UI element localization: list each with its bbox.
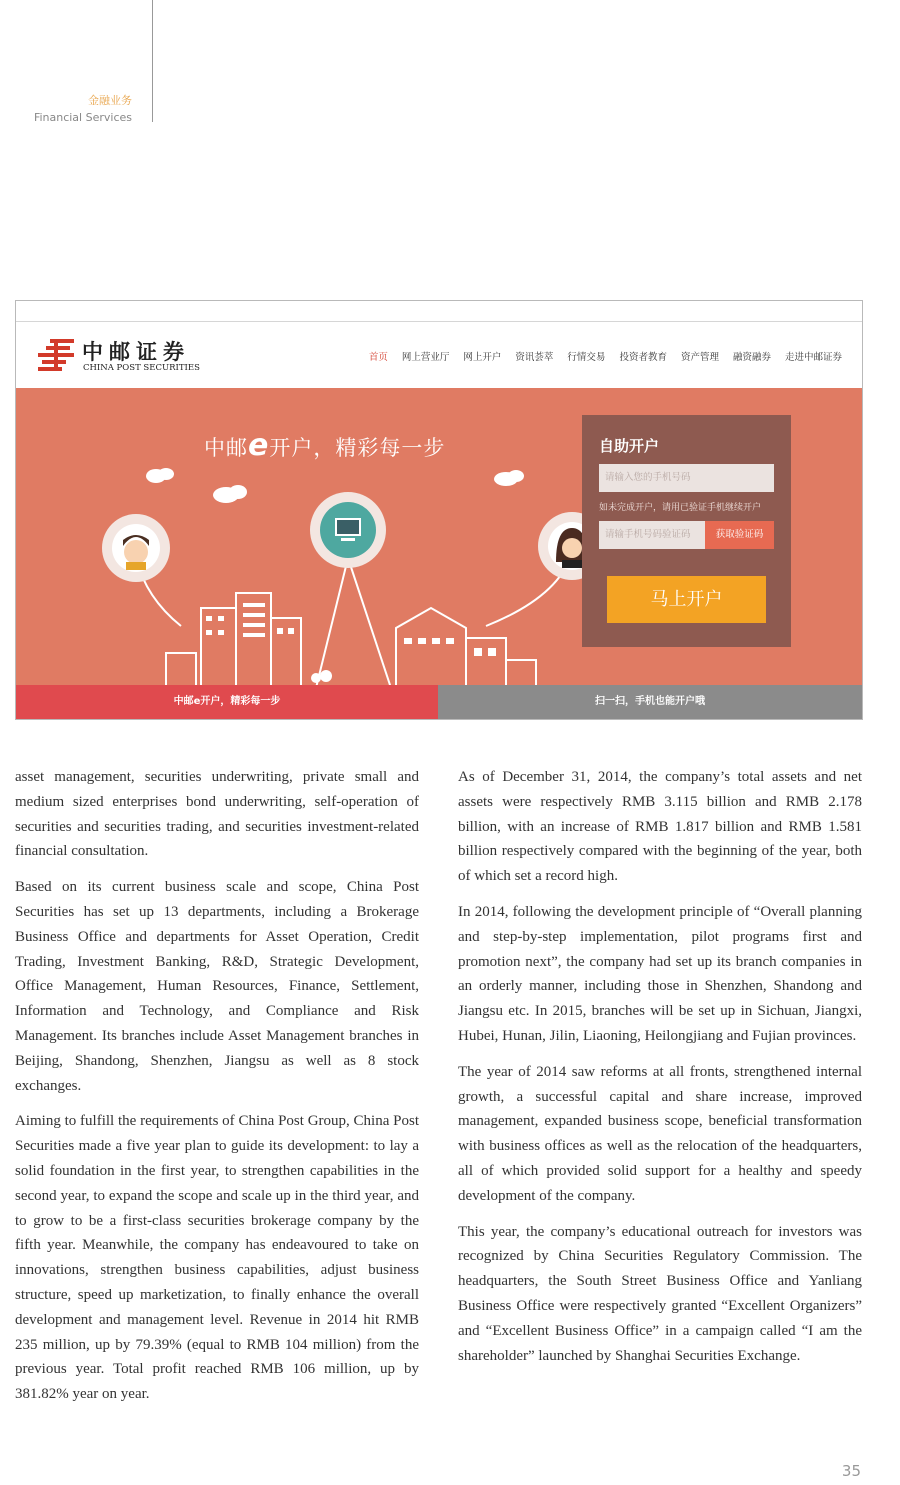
- logo-text-en: CHINA POST SECURITIES: [83, 363, 200, 373]
- header-divider: [152, 0, 153, 122]
- nav-item-about[interactable]: 走进中邮证券: [784, 352, 842, 363]
- website-screenshot: [15, 300, 863, 720]
- nav-item-investor-education[interactable]: 投资者教育: [619, 352, 667, 363]
- paragraph: In 2014, following the development principle of “Overall planning and step-by-step implementation, pilot programs first and promotion next”, the company had set up its branch companies in an orderly manner, including those in Shenzhen, Shandong and Jiangsu etc. In 2015, branches will be set up in Sichuan, Jiangxi, Hubei, Hunan, Jilin, Liaoning, Heilongjiang and Fujian provinces.: [458, 903, 862, 1044]
- form-title: 自助开户: [599, 437, 660, 455]
- paragraph: Based on its current business scale and scope, China Post Securities has set up 13 departments, including a Brokerage Business Office and departments for Asset Operation, Credit Trading, Investment Banking, R&D, Strategic Development, Office Management, Human Resources, Finance, Settlement, Information and Technology, and Compliance and Risk Management. Its branches include Asset Management branches in Beijing, Shandong, Shenzhen, Jiangsu as well as 8 stock exchanges.: [15, 879, 419, 1094]
- nav-item-trading[interactable]: 行情交易: [567, 352, 606, 363]
- paragraph: This year, the company’s educational outreach for investors was recognized by China Securities Regulatory Commission. The headquarters, the South Street Business Office and Yanliang Business Office were respectively granted “Excellent Organizers” and “Excellent Business Office” in a campaign called “I am the shareholder” launched by Shanghai Securities Exchange.: [458, 1223, 862, 1364]
- open-account-button[interactable]: 马上开户: [607, 576, 766, 623]
- text-column-right: [458, 765, 862, 1379]
- nav-item-home[interactable]: 首页: [368, 352, 388, 363]
- paragraph: As of December 31, 2014, the company’s total assets and net assets were respectively RMB 3.115 billion and RMB 2.178 billion, with an increase of RMB 1.817 billion and RMB 1.581 billion respectively compared with the beginning of the year, both of which set a record high.: [458, 769, 862, 885]
- computer-icon: [310, 492, 386, 568]
- hero-banner: [16, 388, 862, 685]
- phone-input[interactable]: 请输入您的手机号码: [599, 464, 774, 492]
- nav-item-news[interactable]: 资讯荟萃: [515, 352, 554, 363]
- banner-slogan: 中邮e开户，精彩每一步: [204, 428, 446, 463]
- banner-bottom-bar: [16, 685, 862, 719]
- bottom-tab-slogan[interactable]: 中邮e开户，精彩每一步: [16, 685, 438, 719]
- paragraph: asset management, securities underwriting, private small and medium sized enterprises bond underwriting, self-operation of securities and securities trading, and securities investment-related financial consultation.: [15, 769, 419, 860]
- china-post-logo-icon: [36, 337, 76, 373]
- text-column-left: [15, 765, 419, 1418]
- paragraph: The year of 2014 saw reforms at all fronts, strengthened internal growth, a successful capital and share increase, improved management, expanded business scope, beneficial transformation with business offices as well as the relocation of the headquarters, all of which provided solid support for a healthy and speedy development of the company.: [458, 1063, 862, 1204]
- site-header: [16, 322, 862, 388]
- browser-top-strip: [16, 301, 862, 322]
- avatar-boy-icon: [102, 514, 170, 582]
- nav-item-margin-trading[interactable]: 融资融券: [732, 352, 771, 363]
- nav-item-online-hall[interactable]: 网上营业厅: [401, 352, 450, 363]
- site-nav: [369, 349, 842, 363]
- nav-item-asset-management[interactable]: 资产管理: [680, 352, 719, 363]
- account-open-form: [582, 415, 791, 647]
- section-title-cn: 金融业务: [88, 94, 132, 107]
- section-title-en: Financial Services: [33, 111, 132, 124]
- city-illustration-icon: [86, 448, 606, 685]
- page-number: 35: [841, 1462, 861, 1480]
- verification-code-input[interactable]: 请输手机号码验证码: [599, 521, 705, 549]
- form-hint: 如未完成开户，请用已验证手机继续开户: [599, 503, 762, 513]
- nav-item-online-account[interactable]: 网上开户: [463, 352, 502, 363]
- get-code-button[interactable]: 获取验证码: [705, 521, 774, 549]
- bottom-tab-scan[interactable]: 扫一扫，手机也能开户哦: [438, 685, 862, 719]
- paragraph: Aiming to fulfill the requirements of China Post Group, China Post Securities made a five year plan to guide its development: to lay a solid foundation in the first year, to strengthen capabilities in the second year, to expand the scope and scale up in the third year, and to grow to be a first-class securities brokerage company by the fifth year. Meanwhile, the company has endeavoured to take on innovations, strengthen business capabilities, adjust business structure, speed up marketization, to finally enhance the overall development and management level. Revenue in 2014 hit RMB 235 million, up by 79.39% (equal to RMB 104 million) from the previous year. Total profit reached RMB 106 million, up by 381.82% year on year.: [15, 1113, 419, 1403]
- logo-text-cn: 中邮证券: [82, 339, 190, 364]
